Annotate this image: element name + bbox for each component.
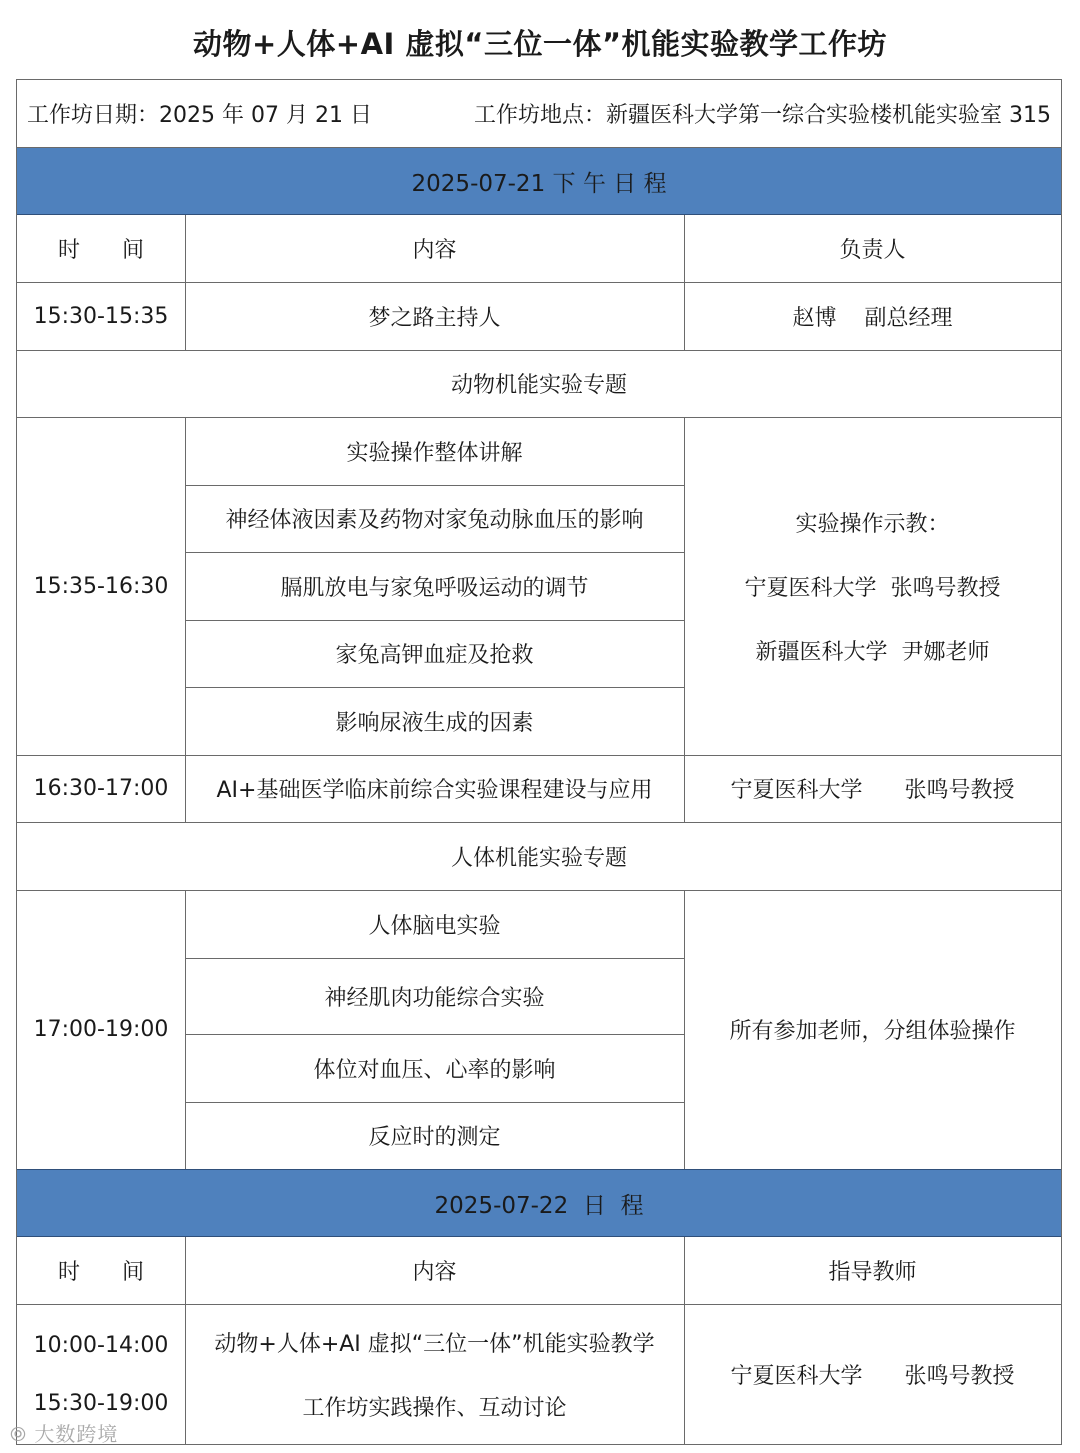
- day2-person: 宁夏医科大学 张鸣号教授: [730, 1363, 1015, 1389]
- grid-line: [185, 890, 186, 1169]
- section1-item: 膈肌放电与家兔呼吸运动的调节: [280, 575, 589, 601]
- grid-line: [185, 417, 186, 822]
- grid-line: [185, 1237, 186, 1444]
- grid-line: [185, 620, 684, 621]
- section2-time: 17:00-19:00: [33, 1017, 169, 1042]
- grid-line: [17, 417, 1061, 418]
- header-time: 时 间: [58, 238, 144, 263]
- section2-item: 反应时的测定: [368, 1125, 501, 1150]
- grid-line: [684, 1237, 685, 1444]
- opening-content: 梦之路主持人: [368, 305, 501, 331]
- section2-item: 体位对血压、心率的影响: [313, 1057, 556, 1083]
- day2-header-time: 时 间: [58, 1260, 144, 1285]
- section1-person: [684, 417, 1061, 755]
- watermark-logo-icon: ⦾: [10, 1422, 27, 1446]
- workshop-location: [474, 80, 1051, 147]
- section1-item: 影响尿液生成的因素: [335, 710, 534, 736]
- section2-person: 所有参加老师，分组体验操作: [729, 1019, 1016, 1044]
- grid-line: [185, 485, 684, 486]
- header-person: 负责人: [839, 238, 906, 263]
- day1-band: 2025-07-21 下 午 日 程: [17, 147, 1061, 215]
- grid-line: [185, 1034, 684, 1035]
- grid-line: [17, 147, 1061, 148]
- grid-line: [17, 282, 1061, 283]
- grid-line: [684, 890, 685, 1169]
- grid-line: [17, 1304, 1061, 1305]
- opening-time: 15:30-15:35: [33, 303, 169, 329]
- day2-header-content: 内容: [412, 1260, 457, 1285]
- demo-label: 实验操作示教：: [795, 511, 950, 537]
- grid-line: [185, 687, 684, 688]
- watermark-text: 大数跨境: [34, 1422, 119, 1446]
- day2-band: 2025-07-22 日 程: [17, 1169, 1061, 1237]
- day2-content: [185, 1304, 684, 1444]
- opening-person: 赵博 副总经理: [792, 305, 953, 331]
- header-content: 内容: [412, 238, 457, 263]
- section-title-animal: 动物机能实验专题: [450, 373, 627, 398]
- section-title-human: 人体机能实验专题: [450, 845, 627, 871]
- ai-row-content: AI+基础医学临床前综合实验课程建设与应用: [216, 778, 653, 803]
- workshop-date: [27, 80, 372, 147]
- day2-time: 10:00-14:00: [33, 1332, 169, 1358]
- section1-item: 神经体液因素及药物对家兔动脉血压的影响: [225, 508, 644, 533]
- page-title: 动物+人体+AI 虚拟“三位一体”机能实验教学工作坊: [192, 27, 888, 61]
- date-label: 工作坊日期：: [27, 103, 160, 128]
- day2-content-line: 动物+人体+AI 虚拟“三位一体”机能实验教学: [214, 1331, 655, 1357]
- location-label: 工作坊地点：: [473, 103, 606, 128]
- grid-line: [684, 417, 685, 822]
- grid-line: [684, 215, 685, 350]
- grid-line: [185, 958, 684, 959]
- section2-item: 神经肌肉功能综合实验: [324, 985, 545, 1011]
- section1-time: 15:35-16:30: [33, 573, 169, 599]
- grid-line: [17, 890, 1061, 891]
- grid-line: [185, 1102, 684, 1103]
- day2-time: 15:30-19:00: [33, 1390, 169, 1416]
- date-value: 2025 年 07 月 21 日: [159, 103, 372, 128]
- day2-header-person: 指导教师: [828, 1260, 917, 1285]
- demo-teacher: 新疆医科大学 尹娜老师: [755, 639, 990, 665]
- day2-content-line: 工作坊实践操作、互动讨论: [302, 1395, 567, 1421]
- grid-line: [17, 350, 1061, 351]
- section1-item: 实验操作整体讲解: [346, 440, 523, 466]
- section1-item: 家兔高钾血症及抢救: [335, 643, 534, 668]
- grid-line: [17, 755, 1061, 756]
- watermark: [10, 1418, 118, 1447]
- demo-teacher: 宁夏医科大学 张鸣号教授: [744, 575, 1001, 601]
- grid-line: [185, 552, 684, 553]
- grid-line: [185, 215, 186, 350]
- ai-row-time: 16:30-17:00: [33, 776, 169, 801]
- section2-item: 人体脑电实验: [368, 913, 501, 939]
- ai-row-person: 宁夏医科大学 张鸣号教授: [730, 778, 1015, 803]
- schedule-table: [16, 79, 1062, 1445]
- grid-line: [17, 822, 1061, 823]
- location-value: 新疆医科大学第一综合实验楼机能实验室 315: [606, 103, 1051, 128]
